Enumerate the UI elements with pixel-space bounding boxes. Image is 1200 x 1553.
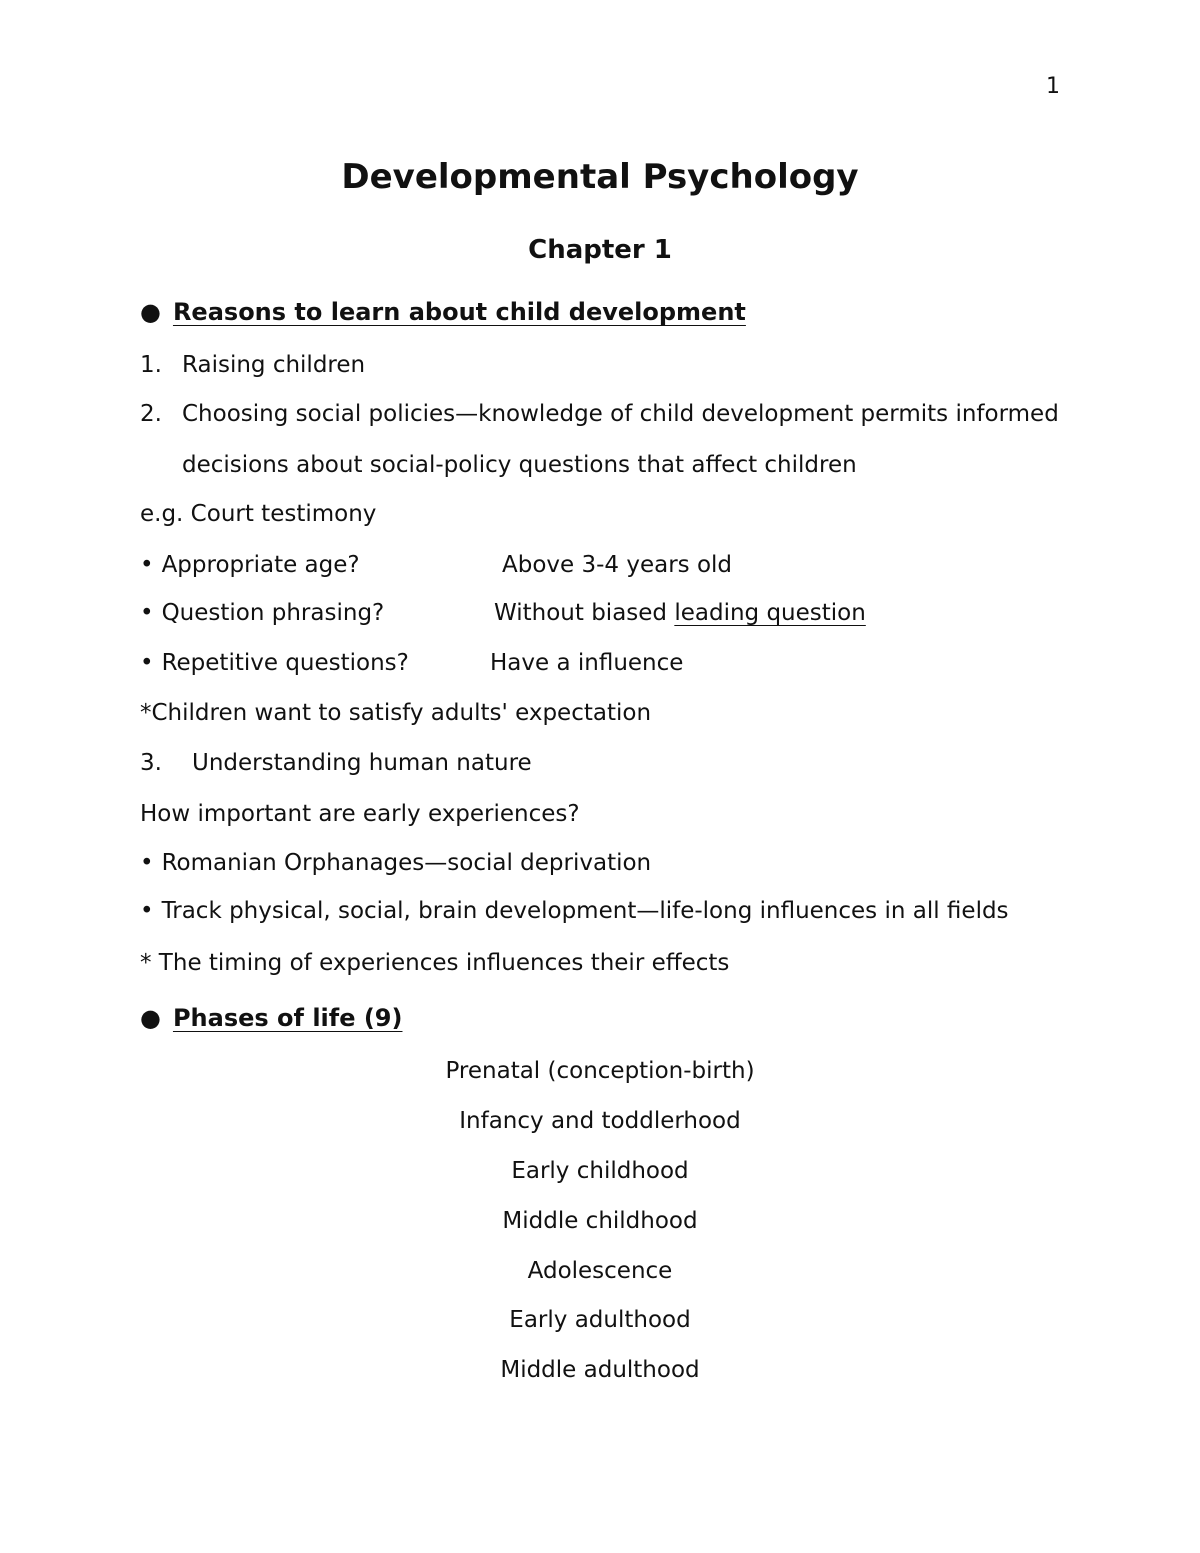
qa-question: [140, 550, 360, 580]
section-heading-text: Phases of life (9): [172, 1004, 403, 1032]
bullet-point-text: Track physical, social, brain development—life-long influences in all fields: [161, 898, 1009, 924]
question-text: How important are early experiences?: [140, 801, 580, 827]
answer-underlined-text: leading question: [674, 600, 866, 626]
list-item-social-policies: Choosing social policies—knowledge of child development permits informed: [182, 401, 1059, 427]
qa-answer: Above 3-4 years old: [502, 552, 733, 578]
list-number: 2.: [140, 401, 162, 427]
question-text: Repetitive questions?: [161, 650, 409, 676]
bullet-point-text: Romanian Orphanages—social deprivation: [161, 850, 652, 876]
list-item-raising-children: Raising children: [182, 352, 366, 378]
section-heading-reasons: [140, 296, 746, 328]
phase-item: Middle adulthood: [500, 1357, 700, 1383]
bullet-icon: ●: [140, 298, 161, 326]
bullet-icon: •: [140, 552, 154, 578]
phase-item: Prenatal (conception-birth): [445, 1058, 755, 1084]
chapter-heading: Chapter 1: [528, 235, 672, 265]
bullet-point: [140, 848, 651, 878]
bullet-icon: •: [140, 650, 154, 676]
answer-text: Without biased: [494, 600, 675, 626]
bullet-icon: ●: [140, 1004, 161, 1032]
page-number: 1: [1046, 74, 1060, 99]
qa-answer: Have a influence: [490, 650, 684, 676]
phase-item: Infancy and toddlerhood: [459, 1108, 741, 1134]
phase-item: Adolescence: [527, 1258, 673, 1284]
note-text: * The timing of experiences influences their effects: [140, 950, 730, 976]
list-item-human-nature: Understanding human nature: [192, 750, 532, 776]
phase-item: Early adulthood: [509, 1307, 691, 1333]
note-text: *Children want to satisfy adults' expectation: [140, 700, 652, 726]
bullet-point: [140, 896, 1009, 926]
page-title: Developmental Psychology: [341, 157, 859, 197]
qa-question: [140, 648, 409, 678]
section-heading-phases: [140, 1002, 402, 1034]
phase-item: Early childhood: [511, 1158, 689, 1184]
example-text: e.g. Court testimony: [140, 501, 377, 527]
list-number: 3.: [140, 750, 162, 776]
qa-question: [140, 598, 384, 628]
bullet-icon: •: [140, 600, 154, 626]
section-heading-text: Reasons to learn about child development: [172, 298, 746, 326]
bullet-icon: •: [140, 850, 154, 876]
question-text: Question phrasing?: [161, 600, 385, 626]
question-text: Appropriate age?: [161, 552, 360, 578]
qa-answer: [494, 598, 866, 628]
list-item-social-policies-continued: decisions about social-policy questions that affect children: [182, 452, 857, 478]
bullet-icon: •: [140, 898, 154, 924]
list-number: 1.: [140, 352, 162, 378]
phase-item: Middle childhood: [502, 1208, 698, 1234]
